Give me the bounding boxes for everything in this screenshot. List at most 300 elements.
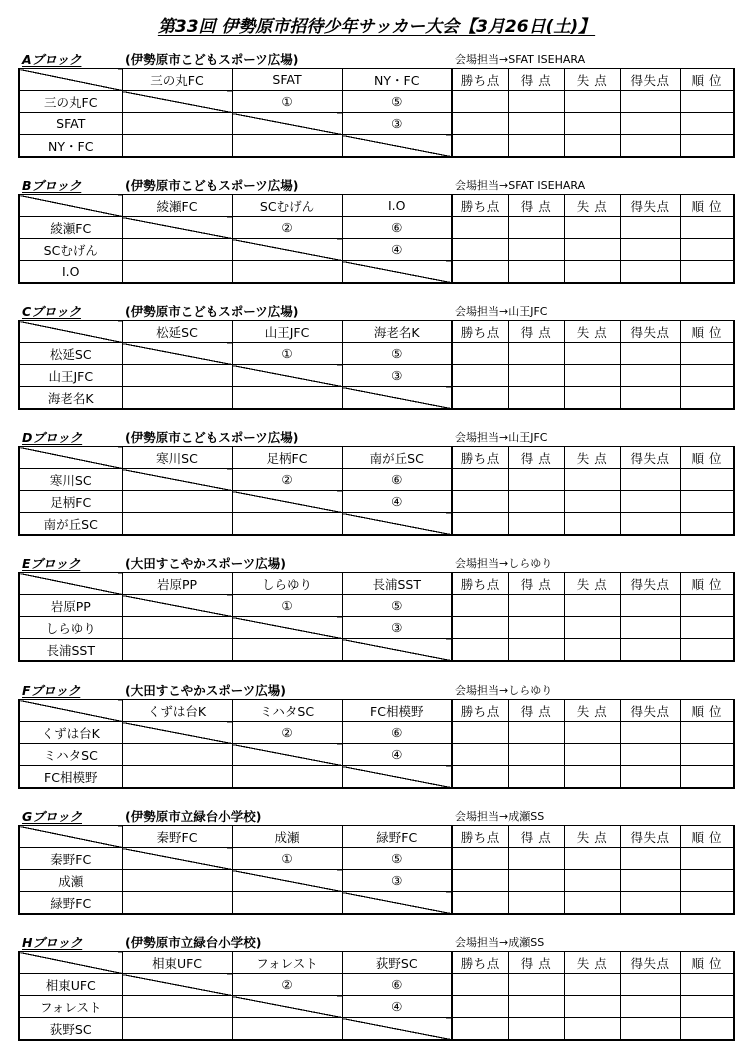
- column-team-header: くずは台K: [122, 700, 232, 722]
- match-number-cell: ⑤: [342, 595, 452, 617]
- corner-cell: [19, 195, 122, 217]
- stat-header: 失 点: [564, 700, 620, 722]
- column-team-header: 足柄FC: [232, 447, 342, 469]
- block-venue: (伊勢原市立緑台小学校): [125, 935, 262, 950]
- stat-header: 得失点: [620, 700, 680, 722]
- stat-cell: [564, 387, 620, 410]
- stat-header: 順 位: [680, 952, 734, 974]
- block-venue-staff: 会場担当→成瀬SS: [455, 936, 545, 949]
- match-number-cell: ⑥: [342, 469, 452, 491]
- stat-cell: [508, 513, 564, 536]
- block-header: [18, 933, 733, 951]
- stat-cell: [508, 239, 564, 261]
- stat-header: 得 点: [508, 447, 564, 469]
- stat-cell: [564, 639, 620, 662]
- block-venue: (伊勢原市こどもスポーツ広場): [125, 178, 299, 193]
- stat-header: 順 位: [680, 826, 734, 848]
- header-row: [19, 69, 734, 91]
- stat-header: 得 点: [508, 195, 564, 217]
- result-cell: [232, 766, 342, 789]
- stat-cell: [564, 595, 620, 617]
- corner-cell: [19, 952, 122, 974]
- diagonal-cell: [122, 974, 232, 996]
- result-cell: [122, 135, 232, 158]
- stat-cell: [508, 491, 564, 513]
- stat-header: 勝ち点: [452, 573, 508, 595]
- league-table: [18, 572, 735, 662]
- result-cell: [232, 639, 342, 662]
- stat-cell: [508, 974, 564, 996]
- stat-header: 失 点: [564, 195, 620, 217]
- team-row: [19, 744, 734, 766]
- stat-cell: [564, 513, 620, 536]
- stat-cell: [680, 766, 734, 789]
- stat-cell: [508, 848, 564, 870]
- stat-cell: [508, 113, 564, 135]
- stat-header: 失 点: [564, 573, 620, 595]
- stat-header: 得失点: [620, 321, 680, 343]
- stat-cell: [508, 469, 564, 491]
- diagonal-cell: [342, 639, 452, 662]
- stat-cell: [620, 387, 680, 410]
- result-cell: [122, 744, 232, 766]
- team-row: [19, 239, 734, 261]
- stat-cell: [680, 91, 734, 113]
- stat-cell: [680, 239, 734, 261]
- column-team-header: フォレスト: [232, 952, 342, 974]
- team-row: [19, 722, 734, 744]
- stat-cell: [620, 744, 680, 766]
- stat-cell: [620, 1018, 680, 1041]
- row-team-name: 成瀬: [19, 870, 122, 892]
- stat-cell: [620, 974, 680, 996]
- block-3: [18, 428, 733, 536]
- match-number-cell: ④: [342, 996, 452, 1018]
- stat-cell: [620, 91, 680, 113]
- stat-cell: [564, 1018, 620, 1041]
- stat-cell: [620, 113, 680, 135]
- diagonal-cell: [232, 996, 342, 1018]
- stat-cell: [452, 365, 508, 387]
- diagonal-cell: [232, 617, 342, 639]
- match-number-cell: ⑤: [342, 343, 452, 365]
- stat-header: 得失点: [620, 573, 680, 595]
- stat-cell: [508, 91, 564, 113]
- diagonal-cell: [342, 135, 452, 158]
- row-team-name: ミハタSC: [19, 744, 122, 766]
- match-number-cell: ⑤: [342, 91, 452, 113]
- stat-cell: [620, 469, 680, 491]
- stat-cell: [508, 1018, 564, 1041]
- column-team-header: NY・FC: [342, 69, 452, 91]
- row-team-name: 荻野SC: [19, 1018, 122, 1041]
- header-row: [19, 573, 734, 595]
- stat-header: 得失点: [620, 826, 680, 848]
- result-cell: [122, 113, 232, 135]
- match-number-cell: ⑥: [342, 722, 452, 744]
- row-team-name: 秦野FC: [19, 848, 122, 870]
- stat-cell: [452, 513, 508, 536]
- block-venue-staff: 会場担当→山王JFC: [455, 305, 548, 318]
- stat-cell: [620, 639, 680, 662]
- match-number-cell: ①: [232, 91, 342, 113]
- team-row: [19, 135, 734, 158]
- block-4: [18, 554, 733, 662]
- stat-header: 得失点: [620, 195, 680, 217]
- stat-cell: [452, 387, 508, 410]
- result-cell: [122, 261, 232, 284]
- result-cell: [122, 892, 232, 915]
- row-team-name: 海老名K: [19, 387, 122, 410]
- diagonal-cell: [122, 217, 232, 239]
- stat-header: 勝ち点: [452, 700, 508, 722]
- row-team-name: 綾瀬FC: [19, 217, 122, 239]
- stat-cell: [620, 892, 680, 915]
- block-venue-staff: 会場担当→山王JFC: [455, 431, 548, 444]
- stat-header: 得 点: [508, 952, 564, 974]
- corner-cell: [19, 700, 122, 722]
- stat-cell: [680, 491, 734, 513]
- stat-cell: [680, 135, 734, 158]
- result-cell: [232, 1018, 342, 1041]
- league-table: [18, 194, 735, 284]
- match-number-cell: ⑥: [342, 974, 452, 996]
- result-cell: [232, 135, 342, 158]
- diagonal-cell: [122, 848, 232, 870]
- block-header: [18, 554, 733, 572]
- page-title: 第33回 伊勢原市招待少年サッカー大会【3月26日(土)】: [157, 17, 596, 37]
- stat-cell: [452, 217, 508, 239]
- diagonal-cell: [122, 91, 232, 113]
- corner-cell: [19, 573, 122, 595]
- stat-cell: [680, 343, 734, 365]
- stat-cell: [452, 261, 508, 284]
- stat-cell: [564, 996, 620, 1018]
- league-table: [18, 68, 735, 158]
- stat-cell: [452, 1018, 508, 1041]
- block-venue: (大田すこやかスポーツ広場): [125, 556, 286, 571]
- block-header: [18, 807, 733, 825]
- row-team-name: 山王JFC: [19, 365, 122, 387]
- column-team-header: 寒川SC: [122, 447, 232, 469]
- stat-cell: [620, 343, 680, 365]
- column-team-header: 緑野FC: [342, 826, 452, 848]
- diagonal-cell: [342, 513, 452, 536]
- stat-cell: [564, 617, 620, 639]
- stat-header: 順 位: [680, 573, 734, 595]
- block-0: [18, 50, 733, 158]
- stat-cell: [508, 617, 564, 639]
- team-row: [19, 217, 734, 239]
- result-cell: [122, 491, 232, 513]
- column-team-header: 相東UFC: [122, 952, 232, 974]
- match-number-cell: ②: [232, 217, 342, 239]
- stat-cell: [508, 892, 564, 915]
- stat-cell: [564, 491, 620, 513]
- block-venue-staff: 会場担当→しらゆり: [455, 557, 553, 570]
- header-row: [19, 321, 734, 343]
- stat-cell: [564, 343, 620, 365]
- stat-header: 得 点: [508, 69, 564, 91]
- row-team-name: I.O: [19, 261, 122, 284]
- row-team-name: FC相模野: [19, 766, 122, 789]
- column-team-header: 海老名K: [342, 321, 452, 343]
- stat-cell: [564, 892, 620, 915]
- diagonal-cell: [342, 766, 452, 789]
- stat-cell: [680, 1018, 734, 1041]
- corner-cell: [19, 826, 122, 848]
- stat-cell: [508, 365, 564, 387]
- column-team-header: 三の丸FC: [122, 69, 232, 91]
- corner-cell: [19, 447, 122, 469]
- match-number-cell: ①: [232, 343, 342, 365]
- header-row: [19, 952, 734, 974]
- stat-cell: [680, 722, 734, 744]
- row-team-name: NY・FC: [19, 135, 122, 158]
- league-table: [18, 825, 735, 915]
- stat-cell: [680, 617, 734, 639]
- stat-cell: [508, 135, 564, 158]
- stat-cell: [564, 870, 620, 892]
- stat-cell: [508, 722, 564, 744]
- stat-cell: [452, 91, 508, 113]
- column-team-header: 長浦SST: [342, 573, 452, 595]
- stat-header: 勝ち点: [452, 69, 508, 91]
- stat-cell: [452, 113, 508, 135]
- stat-cell: [620, 722, 680, 744]
- stat-cell: [452, 595, 508, 617]
- stat-header: 失 点: [564, 826, 620, 848]
- stat-cell: [508, 744, 564, 766]
- stat-header: 得 点: [508, 573, 564, 595]
- stat-header: 順 位: [680, 447, 734, 469]
- stat-cell: [564, 239, 620, 261]
- stat-header: 勝ち点: [452, 952, 508, 974]
- block-header: [18, 176, 733, 194]
- column-team-header: 山王JFC: [232, 321, 342, 343]
- block-header: [18, 302, 733, 320]
- column-team-header: FC相模野: [342, 700, 452, 722]
- block-venue-staff: 会場担当→SFAT ISEHARA: [455, 53, 586, 66]
- team-row: [19, 1018, 734, 1041]
- stat-cell: [452, 870, 508, 892]
- team-row: [19, 639, 734, 662]
- stat-cell: [508, 343, 564, 365]
- stat-cell: [452, 744, 508, 766]
- column-team-header: 岩原PP: [122, 573, 232, 595]
- column-team-header: 荻野SC: [342, 952, 452, 974]
- stat-header: 順 位: [680, 321, 734, 343]
- team-row: [19, 469, 734, 491]
- stat-cell: [508, 387, 564, 410]
- diagonal-cell: [122, 343, 232, 365]
- match-number-cell: ④: [342, 491, 452, 513]
- stat-header: 勝ち点: [452, 195, 508, 217]
- result-cell: [232, 513, 342, 536]
- team-row: [19, 996, 734, 1018]
- stat-cell: [620, 239, 680, 261]
- stat-cell: [680, 113, 734, 135]
- stat-header: 失 点: [564, 321, 620, 343]
- stat-cell: [620, 996, 680, 1018]
- stat-cell: [564, 744, 620, 766]
- stat-cell: [452, 639, 508, 662]
- result-cell: [122, 387, 232, 410]
- stat-cell: [620, 870, 680, 892]
- stat-cell: [452, 848, 508, 870]
- stat-cell: [564, 217, 620, 239]
- stat-cell: [620, 217, 680, 239]
- block-venue: (伊勢原市こどもスポーツ広場): [125, 304, 299, 319]
- column-team-header: I.O: [342, 195, 452, 217]
- header-row: [19, 447, 734, 469]
- row-team-name: 三の丸FC: [19, 91, 122, 113]
- result-cell: [232, 261, 342, 284]
- stat-cell: [564, 766, 620, 789]
- stat-cell: [680, 744, 734, 766]
- match-number-cell: ①: [232, 848, 342, 870]
- stat-cell: [508, 595, 564, 617]
- team-row: [19, 617, 734, 639]
- stat-header: 順 位: [680, 195, 734, 217]
- result-cell: [122, 239, 232, 261]
- stat-cell: [680, 217, 734, 239]
- team-row: [19, 387, 734, 410]
- row-team-name: 足柄FC: [19, 491, 122, 513]
- stat-header: 得失点: [620, 69, 680, 91]
- header-row: [19, 826, 734, 848]
- team-row: [19, 766, 734, 789]
- team-row: [19, 261, 734, 284]
- block-name: Hブロック: [22, 935, 83, 950]
- team-row: [19, 491, 734, 513]
- row-team-name: くずは台K: [19, 722, 122, 744]
- stat-cell: [680, 848, 734, 870]
- stat-cell: [508, 870, 564, 892]
- row-team-name: 岩原PP: [19, 595, 122, 617]
- team-row: [19, 513, 734, 536]
- result-cell: [232, 892, 342, 915]
- header-row: [19, 195, 734, 217]
- column-team-header: SCむげん: [232, 195, 342, 217]
- stat-header: 勝ち点: [452, 447, 508, 469]
- stat-cell: [508, 996, 564, 1018]
- row-team-name: 緑野FC: [19, 892, 122, 915]
- block-name: Dブロック: [22, 430, 83, 445]
- block-header: [18, 428, 733, 446]
- column-team-header: ミハタSC: [232, 700, 342, 722]
- diagonal-cell: [342, 387, 452, 410]
- result-cell: [122, 870, 232, 892]
- diagonal-cell: [232, 870, 342, 892]
- result-cell: [122, 766, 232, 789]
- stat-header: 失 点: [564, 952, 620, 974]
- diagonal-cell: [122, 722, 232, 744]
- stat-cell: [452, 239, 508, 261]
- league-table: [18, 951, 735, 1041]
- corner-cell: [19, 321, 122, 343]
- stat-cell: [452, 722, 508, 744]
- match-number-cell: ②: [232, 974, 342, 996]
- stat-cell: [452, 766, 508, 789]
- stat-cell: [508, 639, 564, 662]
- stat-header: 順 位: [680, 69, 734, 91]
- stat-header: 得 点: [508, 321, 564, 343]
- stat-header: 順 位: [680, 700, 734, 722]
- diagonal-cell: [122, 469, 232, 491]
- stat-cell: [620, 617, 680, 639]
- stat-header: 失 点: [564, 69, 620, 91]
- team-row: [19, 595, 734, 617]
- row-team-name: 寒川SC: [19, 469, 122, 491]
- stat-cell: [452, 617, 508, 639]
- diagonal-cell: [232, 491, 342, 513]
- stat-cell: [680, 974, 734, 996]
- column-team-header: しらゆり: [232, 573, 342, 595]
- diagonal-cell: [342, 892, 452, 915]
- stat-cell: [452, 343, 508, 365]
- stat-header: 得 点: [508, 700, 564, 722]
- match-number-cell: ③: [342, 365, 452, 387]
- block-name: Bブロック: [22, 178, 82, 193]
- column-team-header: 綾瀬FC: [122, 195, 232, 217]
- row-team-name: 長浦SST: [19, 639, 122, 662]
- stat-cell: [452, 135, 508, 158]
- column-team-header: 南が丘SC: [342, 447, 452, 469]
- stat-cell: [564, 848, 620, 870]
- stat-header: 得失点: [620, 447, 680, 469]
- stat-cell: [680, 513, 734, 536]
- stat-cell: [452, 491, 508, 513]
- stat-cell: [680, 469, 734, 491]
- row-team-name: 南が丘SC: [19, 513, 122, 536]
- team-row: [19, 892, 734, 915]
- stat-header: 勝ち点: [452, 826, 508, 848]
- stat-cell: [452, 469, 508, 491]
- column-team-header: SFAT: [232, 69, 342, 91]
- stat-cell: [564, 722, 620, 744]
- league-table: [18, 446, 735, 536]
- team-row: [19, 343, 734, 365]
- block-1: [18, 176, 733, 284]
- corner-cell: [19, 69, 122, 91]
- stat-cell: [564, 365, 620, 387]
- stat-cell: [508, 217, 564, 239]
- diagonal-cell: [232, 239, 342, 261]
- stat-cell: [564, 135, 620, 158]
- block-header: [18, 681, 733, 699]
- column-team-header: 松延SC: [122, 321, 232, 343]
- result-cell: [122, 365, 232, 387]
- stat-cell: [620, 766, 680, 789]
- match-number-cell: ④: [342, 239, 452, 261]
- league-table: [18, 699, 735, 789]
- stat-cell: [680, 996, 734, 1018]
- stat-cell: [620, 135, 680, 158]
- block-name: Cブロック: [22, 304, 81, 319]
- diagonal-cell: [232, 744, 342, 766]
- row-team-name: SFAT: [19, 113, 122, 135]
- stat-cell: [680, 261, 734, 284]
- result-cell: [122, 513, 232, 536]
- league-table: [18, 320, 735, 410]
- block-name: Aブロック: [22, 52, 82, 67]
- result-cell: [232, 387, 342, 410]
- stat-cell: [620, 491, 680, 513]
- block-venue-staff: 会場担当→SFAT ISEHARA: [455, 179, 586, 192]
- stat-cell: [564, 261, 620, 284]
- header-row: [19, 700, 734, 722]
